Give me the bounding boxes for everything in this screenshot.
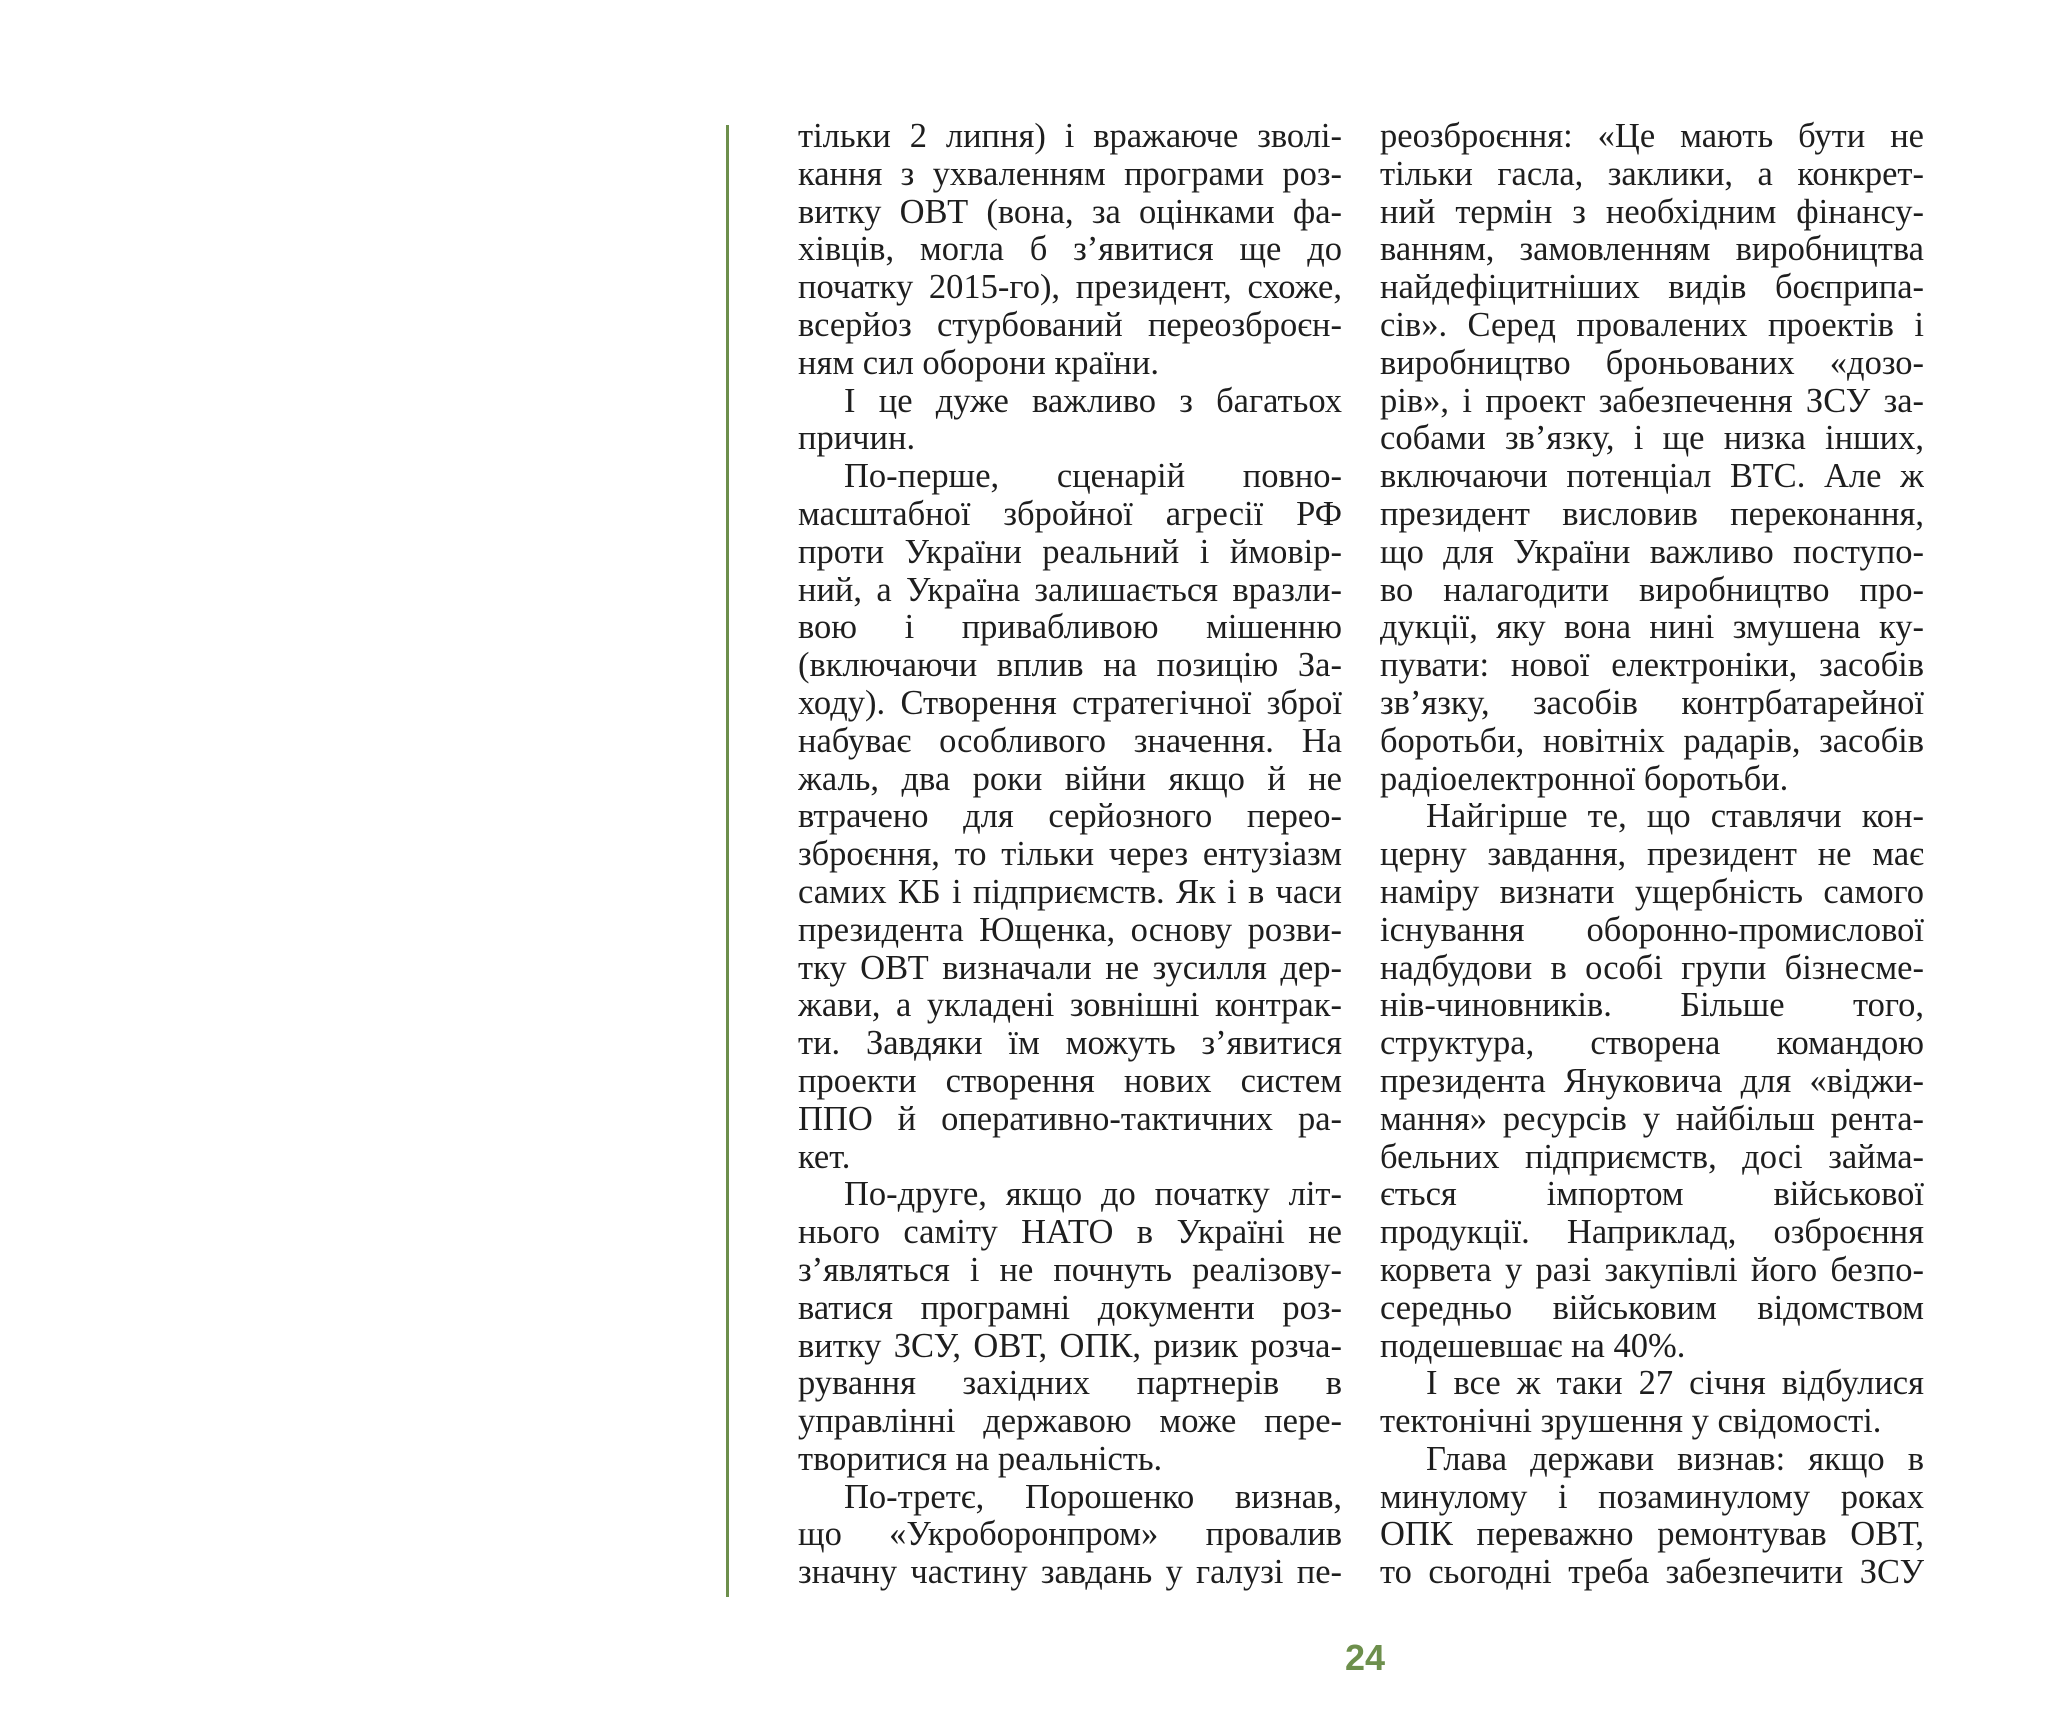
text-line: проекти створення нових систем: [798, 1062, 1342, 1100]
text-line: кет.: [798, 1138, 851, 1176]
text-line: Найгірше те, що ставлячи кон-: [1426, 798, 1924, 836]
text-line: боротьби, новітніх радарів, засобів: [1380, 722, 1924, 760]
text-line: тку ОВТ визначали не зусилля дер-: [798, 949, 1342, 987]
text-line: нього саміту НАТО в Україні не: [798, 1214, 1342, 1252]
text-line: церну завдання, президент не має: [1380, 836, 1924, 874]
text-line: во налагодити виробництво про-: [1380, 571, 1924, 609]
text-line: тектонічні зрушення у свідомості.: [1380, 1403, 1882, 1441]
text-line: зв’язку, засобів контрбатарейної: [1380, 684, 1924, 722]
text-line: ходу). Створення стратегічної зброї: [798, 684, 1342, 722]
text-line: виробництво броньованих «дозо-: [1380, 344, 1924, 382]
text-column-left: [798, 118, 1342, 1592]
text-line: існування оборонно-промислової: [1380, 911, 1924, 949]
text-line: вою і привабливою мішенню: [798, 609, 1342, 647]
text-line: І все ж таки 27 січня відбулися: [1426, 1365, 1924, 1403]
text-line: собами зв’язку, і ще низка інших,: [1380, 420, 1924, 458]
text-line: (включаючи вплив на позицію За-: [798, 647, 1342, 685]
text-line: ти. Завдяки їм можуть з’явитися: [798, 1025, 1342, 1063]
text-line: наміру визнати ущербність самого: [1380, 873, 1924, 911]
text-line: жави, а укладені зовнішні контрак-: [798, 987, 1342, 1025]
text-line: що для України важливо поступо-: [1380, 533, 1924, 571]
text-line: ний термін з необхідним фінансу-: [1380, 193, 1924, 231]
text-line: ням сил оборони країни.: [798, 344, 1159, 382]
text-line: радіоелектронної боротьби.: [1380, 760, 1789, 798]
text-line: ванням, замовленням виробництва: [1380, 231, 1924, 269]
text-line: По-перше, сценарій повно-: [844, 458, 1342, 496]
text-line: Глава держави визнав: якщо в: [1426, 1440, 1924, 1478]
text-line: нів-чиновників. Більше того,: [1380, 987, 1924, 1025]
text-line: мання» ресурсів у найбільш рента-: [1380, 1100, 1924, 1138]
text-line: ватися програмні документи роз-: [798, 1289, 1342, 1327]
text-line: зброєння, то тільки через ентузіазм: [798, 836, 1342, 874]
text-line: президент висловив переконання,: [1380, 495, 1924, 533]
text-line: президента Януковича для «віджи-: [1380, 1062, 1924, 1100]
text-line: втрачено для серйозного перео-: [798, 798, 1342, 836]
text-line: хівців, могла б з’явитися ще до: [798, 231, 1342, 269]
text-line: управлінні державою може пере-: [798, 1403, 1342, 1441]
text-line: пувати: нової електроніки, засобів: [1380, 647, 1924, 685]
text-line: І це дуже важливо з багатьох: [844, 382, 1342, 420]
text-line: По-третє, Порошенко визнав,: [844, 1478, 1342, 1516]
column-divider-rule: [726, 125, 729, 1597]
text-line: тільки 2 липня) і вражаюче зволі-: [798, 118, 1342, 155]
text-line: рів», і проект забезпечення ЗСУ за-: [1380, 382, 1924, 420]
text-line: ний, а Україна залишається вразли-: [798, 571, 1342, 609]
text-line: дукції, яку вона нині змушена ку-: [1380, 609, 1924, 647]
text-line: значну частину завдань у галузі пе-: [798, 1554, 1342, 1592]
page-number: 24: [1344, 1637, 1386, 1678]
text-line: тільки гасла, заклики, а конкрет-: [1380, 155, 1924, 193]
text-line: корвета у разі закупівлі його безпо-: [1380, 1251, 1924, 1289]
text-line: з’являться і не почнуть реалізову-: [798, 1251, 1342, 1289]
text-line: що «Укроборонпром» провалив: [798, 1516, 1342, 1554]
text-line: По-друге, якщо до початку літ-: [844, 1176, 1342, 1214]
text-line: масштабної збройної агресії РФ: [798, 495, 1342, 533]
text-line: ОПК переважно ремонтував ОВТ,: [1380, 1516, 1924, 1554]
text-line: президента Ющенка, основу розви-: [798, 911, 1342, 949]
text-line: ється імпортом військової: [1380, 1176, 1924, 1214]
text-line: проти України реальний і ймовір-: [798, 533, 1342, 571]
text-line: рування західних партнерів в: [798, 1365, 1342, 1403]
text-line: ППО й оперативно-тактичних ра-: [798, 1100, 1342, 1138]
text-line: то сьогодні треба забезпечити ЗСУ: [1380, 1554, 1924, 1592]
text-line: сів». Серед провалених проектів і: [1380, 306, 1924, 344]
text-line: включаючи потенціал ВТС. Але ж: [1380, 458, 1924, 496]
text-line: продукції. Наприклад, озброєння: [1380, 1214, 1924, 1252]
text-line: витку ОВТ (вона, за оцінками фа-: [798, 193, 1342, 231]
text-line: жаль, два роки війни якщо й не: [798, 760, 1342, 798]
text-line: витку ЗСУ, ОВТ, ОПК, ризик розча-: [798, 1327, 1342, 1365]
text-line: надбудови в особі групи бізнесме-: [1380, 949, 1924, 987]
text-line: початку 2015-го), президент, схоже,: [798, 269, 1342, 307]
text-line: причин.: [798, 420, 916, 458]
text-column-right: [1380, 118, 1924, 1592]
text-line: минулому і позаминулому роках: [1380, 1478, 1924, 1516]
text-line: реозброєння: «Це мають бути не: [1380, 118, 1924, 155]
text-line: всерйоз стурбований переозброєн-: [798, 306, 1342, 344]
text-line: бельних підприємств, досі займа-: [1380, 1138, 1924, 1176]
text-line: найдефіцитніших видів боєприпа-: [1380, 269, 1924, 307]
text-line: набуває особливого значення. На: [798, 722, 1342, 760]
text-line: творитися на реальність.: [798, 1440, 1163, 1478]
text-line: структура, створена командою: [1380, 1025, 1924, 1063]
text-line: кання з ухваленням програми роз-: [798, 155, 1342, 193]
text-line: середньо військовим відомством: [1380, 1289, 1924, 1327]
text-line: подешевшає на 40%.: [1380, 1327, 1686, 1365]
text-line: самих КБ і підприємств. Як і в часи: [798, 873, 1342, 911]
